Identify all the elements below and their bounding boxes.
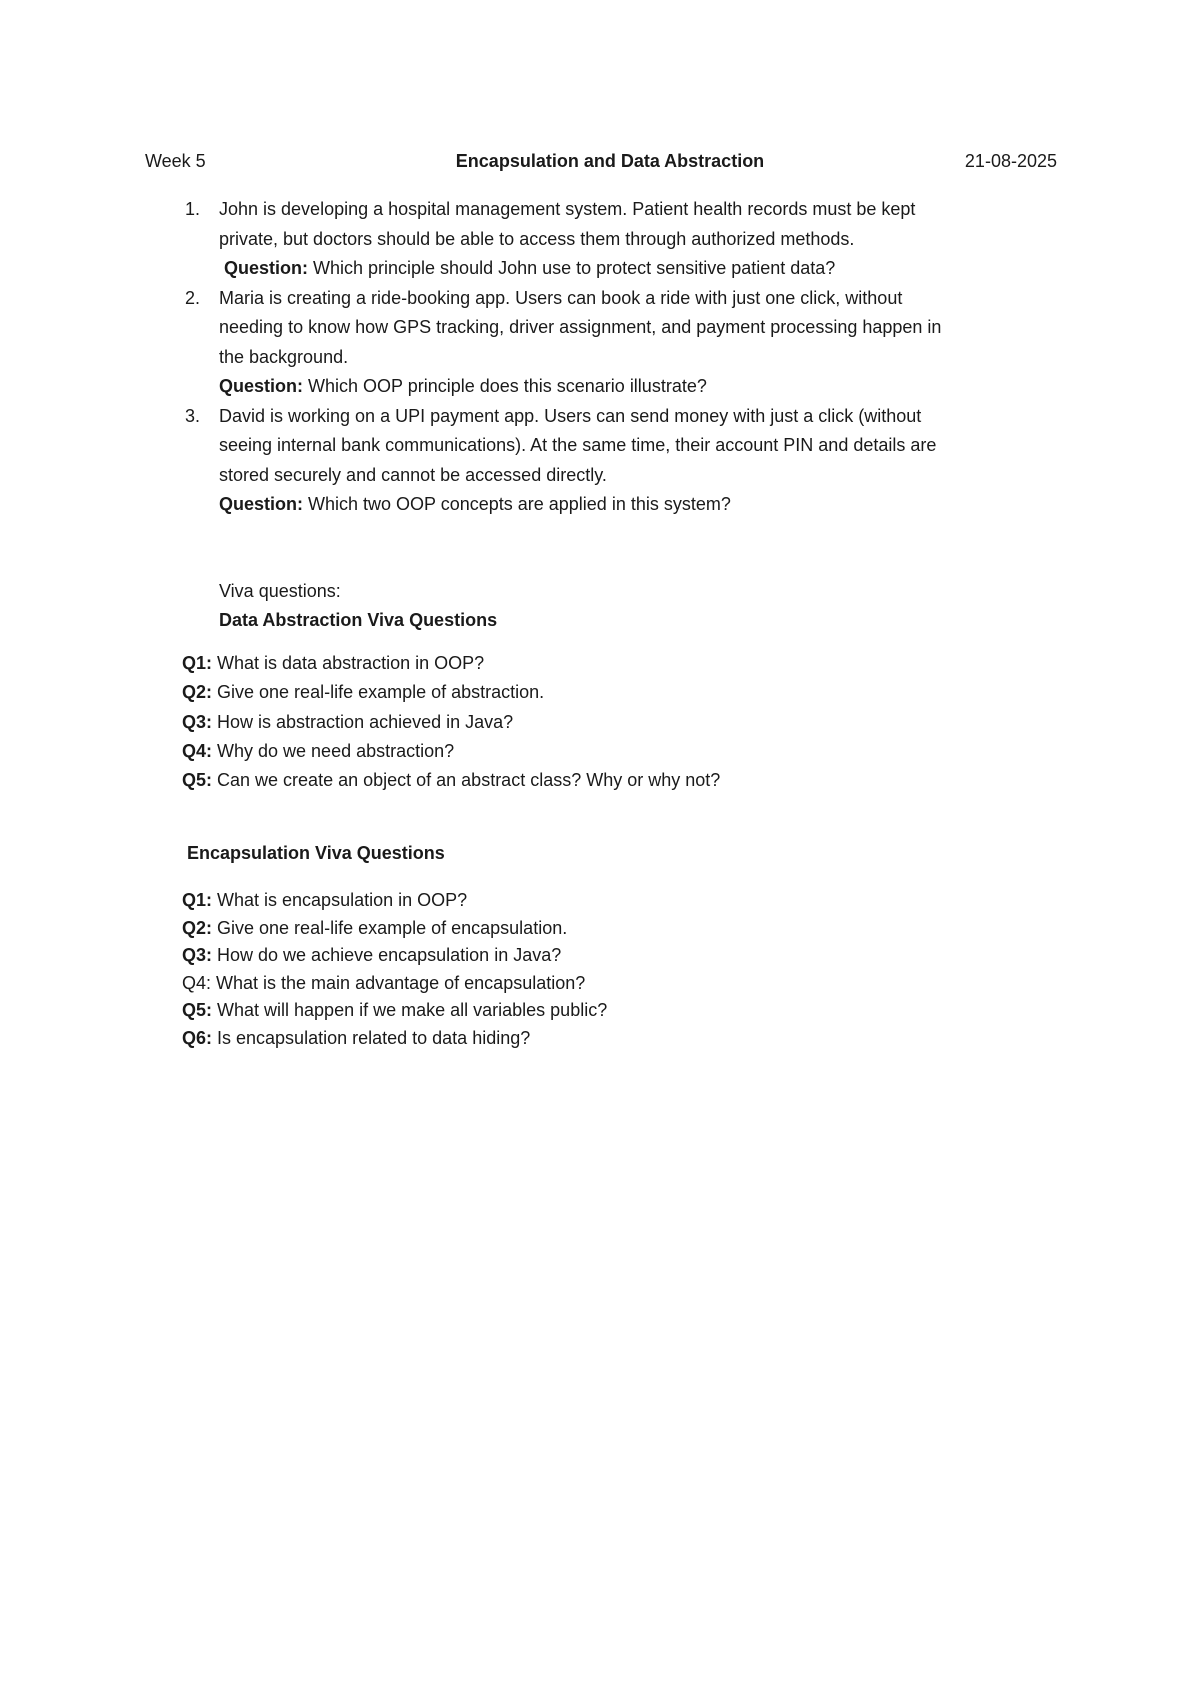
question-number: Q5:: [182, 1000, 213, 1020]
viva-question: [182, 737, 720, 766]
scenario-number: 2.: [185, 287, 201, 308]
page-title: Encapsulation and Data Abstraction: [455, 151, 765, 171]
scenario-item: [185, 284, 1065, 402]
question-number: Q1:: [182, 653, 213, 673]
question-text: Is encapsulation related to data hiding?: [212, 1027, 531, 1048]
question-text: How do we achieve encapsulation in Java?: [212, 945, 562, 965]
question-text: Which two OOP concepts are applied in this system?: [303, 494, 731, 514]
scenario-text-line: seeing internal bank communications). At the same time, their account PIN and details are: [219, 435, 937, 455]
viva-question: [182, 970, 607, 998]
scenario-text-line: the background.: [219, 346, 349, 367]
abstraction-question-list: [182, 649, 720, 795]
viva-question: [182, 649, 720, 678]
date-label: 21-08-2025: [964, 151, 1057, 171]
week-label: Week 5: [145, 151, 206, 171]
viva-question: [182, 887, 607, 915]
question-number: Q3:: [182, 711, 213, 732]
scenario-text-line: Maria is creating a ride-booking app. Users can book a ride with just one click, without: [219, 287, 903, 308]
viva-question: [182, 678, 720, 707]
scenario-question: [219, 490, 1065, 520]
question-text: Can we create an object of an abstract class? Why or why not?: [212, 770, 721, 791]
question-text: What is the main advantage of encapsulation?: [211, 972, 586, 993]
scenario-item: [185, 402, 1065, 520]
scenario-question: [219, 254, 1065, 284]
question-number: Q4:: [182, 972, 212, 993]
question-number: Q5:: [182, 770, 213, 791]
scenario-text-line: David is working on a UPI payment app. Users can send money with just a click (without: [219, 405, 922, 426]
question-text: Why do we need abstraction?: [212, 740, 455, 761]
scenario-text-line: private, but doctors should be able to access them through authorized methods.: [219, 228, 855, 249]
scenario-number: 1.: [185, 199, 201, 219]
page-header: [0, 151, 1200, 175]
scenario-list: [185, 195, 1065, 520]
question-number: Q3:: [182, 945, 213, 965]
question-text: Which principle should John use to protect sensitive patient data?: [308, 258, 836, 278]
question-text: Give one real-life example of abstraction.: [212, 682, 545, 703]
viva-question: [182, 915, 607, 943]
question-number: Q2:: [182, 682, 213, 703]
viva-intro: [219, 577, 497, 635]
viva-question: [182, 942, 607, 970]
question-label: Question:: [224, 258, 308, 278]
scenario-text-line: John is developing a hospital management system. Patient health records must be kept: [219, 199, 916, 219]
viva-question: [182, 997, 607, 1025]
encapsulation-question-list: [182, 887, 607, 1052]
encapsulation-heading: Encapsulation Viva Questions: [187, 843, 445, 863]
viva-question: [182, 1025, 607, 1053]
question-text: Which OOP principle does this scenario illustrate?: [303, 376, 707, 396]
question-text: What is data abstraction in OOP?: [212, 653, 485, 673]
question-text: What will happen if we make all variables public?: [212, 1000, 608, 1020]
viva-question: [182, 766, 720, 795]
question-number: Q2:: [182, 917, 213, 938]
question-text: What is encapsulation in OOP?: [212, 890, 468, 910]
question-label: Question:: [219, 494, 303, 514]
question-number: Q1:: [182, 890, 213, 910]
question-label: Question:: [219, 376, 303, 396]
scenario-item: [185, 195, 1065, 284]
question-text: How is abstraction achieved in Java?: [212, 711, 514, 732]
question-number: Q6:: [182, 1027, 213, 1048]
question-number: Q4:: [182, 740, 213, 761]
question-text: Give one real-life example of encapsulation.: [212, 917, 568, 938]
abstraction-heading: Data Abstraction Viva Questions: [219, 610, 498, 630]
scenario-question: [219, 372, 1065, 402]
viva-intro-label: Viva questions:: [219, 581, 341, 601]
viva-question: [182, 708, 720, 737]
scenario-text-line: stored securely and cannot be accessed directly.: [219, 464, 607, 485]
scenario-text-line: needing to know how GPS tracking, driver assignment, and payment processing happen in: [219, 317, 942, 337]
scenario-number: 3.: [185, 405, 201, 426]
